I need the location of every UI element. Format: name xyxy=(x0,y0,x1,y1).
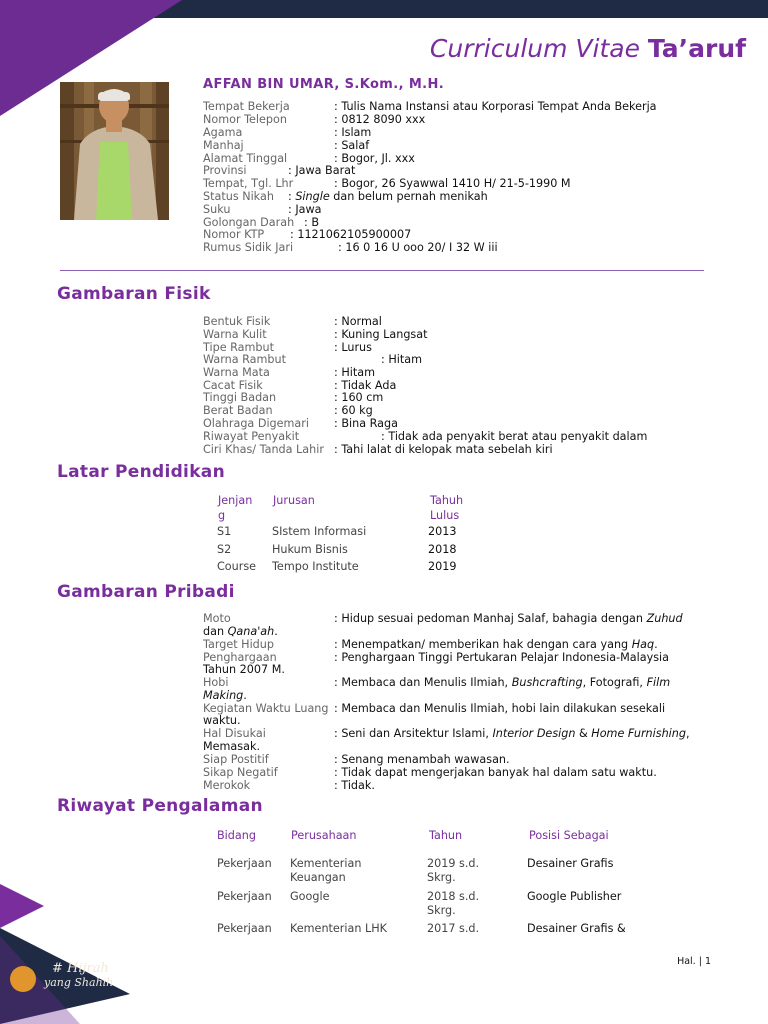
value-kegiatan-waktu-luang: : Membaca dan Menulis Ilmiah, hobi lain dilakukan sesekali xyxy=(334,702,666,715)
logo-emblem-icon xyxy=(10,966,36,992)
label-tinggi-badan: Tinggi Badan xyxy=(203,391,277,404)
value-hal-disukai: : Seni dan Arsitektur Islami, Interior Design & Home Furnishing, xyxy=(334,727,690,740)
value-bentuk-fisik: : Normal xyxy=(334,315,382,328)
value-manhaj: : Salaf xyxy=(334,139,370,152)
bottom-left-triangles xyxy=(0,884,140,1024)
label-target-hidup: Target Hidup xyxy=(203,638,274,651)
section-heading-pengalaman: Riwayat Pengalaman xyxy=(57,796,263,816)
value-nomor-telepon: : 0812 8090 xxx xyxy=(334,113,426,126)
page-title: Curriculum Vitae Ta’aruf xyxy=(429,34,746,63)
value-status-nikah: : Single dan belum pernah menikah xyxy=(288,190,488,203)
edu-jurusan: Hukum Bisnis xyxy=(272,543,348,556)
exp-posisi: Desainer Grafis & xyxy=(527,922,626,935)
exp-posisi: Desainer Grafis xyxy=(527,857,614,870)
label-nomor-telepon: Nomor Telepon xyxy=(203,113,287,126)
value-berat-badan: : 60 kg xyxy=(334,404,373,417)
label-olahraga: Olahraga Digemari xyxy=(203,417,309,430)
edu-jenjang: S1 xyxy=(217,525,232,538)
value-golongan-darah: : B xyxy=(304,216,320,229)
col-header-bidang: Bidang xyxy=(217,829,256,842)
value-warna-rambut: : Hitam xyxy=(381,353,422,366)
value-warna-kulit: : Kuning Langsat xyxy=(334,328,428,341)
label-nomor-ktp: Nomor KTP xyxy=(203,228,265,241)
value-riwayat-penyakit: : Tidak ada penyakit berat atau penyakit dalam xyxy=(381,430,648,443)
candidate-name: AFFAN BIN UMAR, S.Kom., M.H. xyxy=(203,77,445,92)
value-warna-mata: : Hitam xyxy=(334,366,375,379)
label-status-nikah: Status Nikah xyxy=(203,190,274,203)
label-bentuk-fisik: Bentuk Fisik xyxy=(203,315,271,328)
value-hal-disukai-cont: Memasak. xyxy=(203,740,261,753)
edu-jenjang: Course xyxy=(217,560,257,573)
label-agama: Agama xyxy=(203,126,243,139)
label-golongan-darah: Golongan Darah xyxy=(203,216,295,229)
edu-jurusan: Tempo Institute xyxy=(272,560,359,573)
value-tipe-rambut: : Lurus xyxy=(334,341,372,354)
label-ciri-khas: Ciri Khas/ Tanda Lahir xyxy=(203,443,324,456)
value-nomor-ktp: : 1121062105900007 xyxy=(290,228,412,241)
page-number: Hal. | 1 xyxy=(677,956,711,967)
edu-tahun: 2013 xyxy=(428,525,457,538)
col-header-perusahaan: Perusahaan xyxy=(291,829,357,842)
exp-tahun: 2017 s.d. xyxy=(427,922,480,935)
exp-bidang: Pekerjaan xyxy=(217,922,272,935)
label-manhaj: Manhaj xyxy=(203,139,244,152)
value-olahraga: : Bina Raga xyxy=(334,417,398,430)
edu-jenjang: S2 xyxy=(217,543,232,556)
value-tinggi-badan: : 160 cm xyxy=(334,391,384,404)
edu-tahun: 2018 xyxy=(428,543,457,556)
top-navy-bar xyxy=(150,0,768,18)
value-hobi-cont: Making. xyxy=(203,689,247,702)
value-provinsi: : Jawa Barat xyxy=(288,164,356,177)
section-heading-pendidikan: Latar Pendidikan xyxy=(57,462,225,482)
label-rumus-sidik-jari: Rumus Sidik Jari xyxy=(203,241,294,254)
exp-perusahaan: Kementerian Keuangan xyxy=(290,857,362,884)
divider xyxy=(60,270,704,271)
value-target-hidup: : Menempatkan/ memberikan hak dengan cara yang Haq. xyxy=(334,638,658,651)
label-merokok: Merokok xyxy=(203,779,251,792)
value-hobi: : Membaca dan Menulis Ilmiah, Bushcrafting, Fotografi, Film xyxy=(334,676,671,689)
value-sikap-negatif: : Tidak dapat mengerjakan banyak hal dalam satu waktu. xyxy=(334,766,657,779)
value-tempat-tgl-lahir: : Bogor, 26 Syawwal 1410 H/ 21-5-1990 M xyxy=(334,177,571,190)
label-warna-mata: Warna Mata xyxy=(203,366,270,379)
section-heading-pribadi: Gambaran Pribadi xyxy=(57,582,235,602)
value-rumus-sidik-jari: : 16 0 16 U ooo 20/ I 32 W iii xyxy=(338,241,498,254)
logo-text: # Hijrah yang Shahih xyxy=(44,961,114,989)
label-berat-badan: Berat Badan xyxy=(203,404,273,417)
col-header-jurusan: Jurusan xyxy=(273,494,315,507)
col-header-tahun: Tahun xyxy=(429,829,463,842)
value-penghargaan: : Penghargaan Tinggi Pertukaran Pelajar Indonesia-Malaysia xyxy=(334,651,669,664)
col-header-jenjang: Jenjan g xyxy=(218,494,253,522)
label-warna-kulit: Warna Kulit xyxy=(203,328,267,341)
label-tipe-rambut: Tipe Rambut xyxy=(203,341,274,354)
col-header-tahun-lulus: Tahuh Lulus xyxy=(430,494,464,522)
value-agama: : Islam xyxy=(334,126,372,139)
label-cacat-fisik: Cacat Fisik xyxy=(203,379,263,392)
exp-bidang: Pekerjaan xyxy=(217,890,272,903)
edu-jurusan: SIstem Informasi xyxy=(272,525,367,538)
value-ciri-khas: : Tahi lalat di kelopak mata sebelah kiri xyxy=(334,443,553,456)
section-heading-fisik: Gambaran Fisik xyxy=(57,284,211,304)
label-penghargaan: Penghargaan xyxy=(203,651,277,664)
label-tempat-bekerja: Tempat Bekerja xyxy=(203,100,290,113)
value-sikap-positif: : Senang menambah wawasan. xyxy=(334,753,510,766)
value-moto-cont: dan Qana'ah. xyxy=(203,625,278,638)
value-alamat-tinggal: : Bogor, Jl. xxx xyxy=(334,152,415,165)
label-riwayat-penyakit: Riwayat Penyakit xyxy=(203,430,300,443)
edu-tahun: 2019 xyxy=(428,560,457,573)
value-cacat-fisik: : Tidak Ada xyxy=(334,379,397,392)
value-suku: : Jawa xyxy=(288,203,322,216)
exp-bidang: Pekerjaan xyxy=(217,857,272,870)
label-suku: Suku xyxy=(203,203,231,216)
label-alamat-tinggal: Alamat Tinggal xyxy=(203,152,288,165)
label-warna-rambut: Warna Rambut xyxy=(203,353,286,366)
value-moto: : Hidup sesuai pedoman Manhaj Salaf, bahagia dengan Zuhud xyxy=(334,612,683,625)
exp-perusahaan: Google xyxy=(290,890,330,903)
value-kegiatan-cont: waktu. xyxy=(203,714,241,727)
col-header-posisi: Posisi Sebagai xyxy=(529,829,609,842)
exp-tahun: 2019 s.d. Skrg. xyxy=(427,857,480,884)
value-tempat-bekerja: : Tulis Nama Instansi atau Korporasi Tempat Anda Bekerja xyxy=(334,100,657,113)
exp-tahun: 2018 s.d. Skrg. xyxy=(427,890,480,917)
label-moto: Moto xyxy=(203,612,231,625)
exp-posisi: Google Publisher xyxy=(527,890,622,903)
exp-perusahaan: Kementerian LHK xyxy=(290,922,387,935)
profile-photo xyxy=(60,82,169,220)
value-merokok: : Tidak. xyxy=(334,779,375,792)
label-sikap-positif: Siap Postitif xyxy=(203,753,269,766)
label-hal-disukai: Hal Disukai xyxy=(203,727,266,740)
label-kegiatan-waktu-luang: Kegiatan Waktu Luang xyxy=(203,702,329,715)
label-provinsi: Provinsi xyxy=(203,164,247,177)
value-penghargaan-cont: Tahun 2007 M. xyxy=(203,663,285,676)
label-hobi: Hobi xyxy=(203,676,229,689)
label-tempat-tgl-lahir: Tempat, Tgl. Lhr xyxy=(203,177,294,190)
label-sikap-negatif: Sikap Negatif xyxy=(203,766,278,779)
